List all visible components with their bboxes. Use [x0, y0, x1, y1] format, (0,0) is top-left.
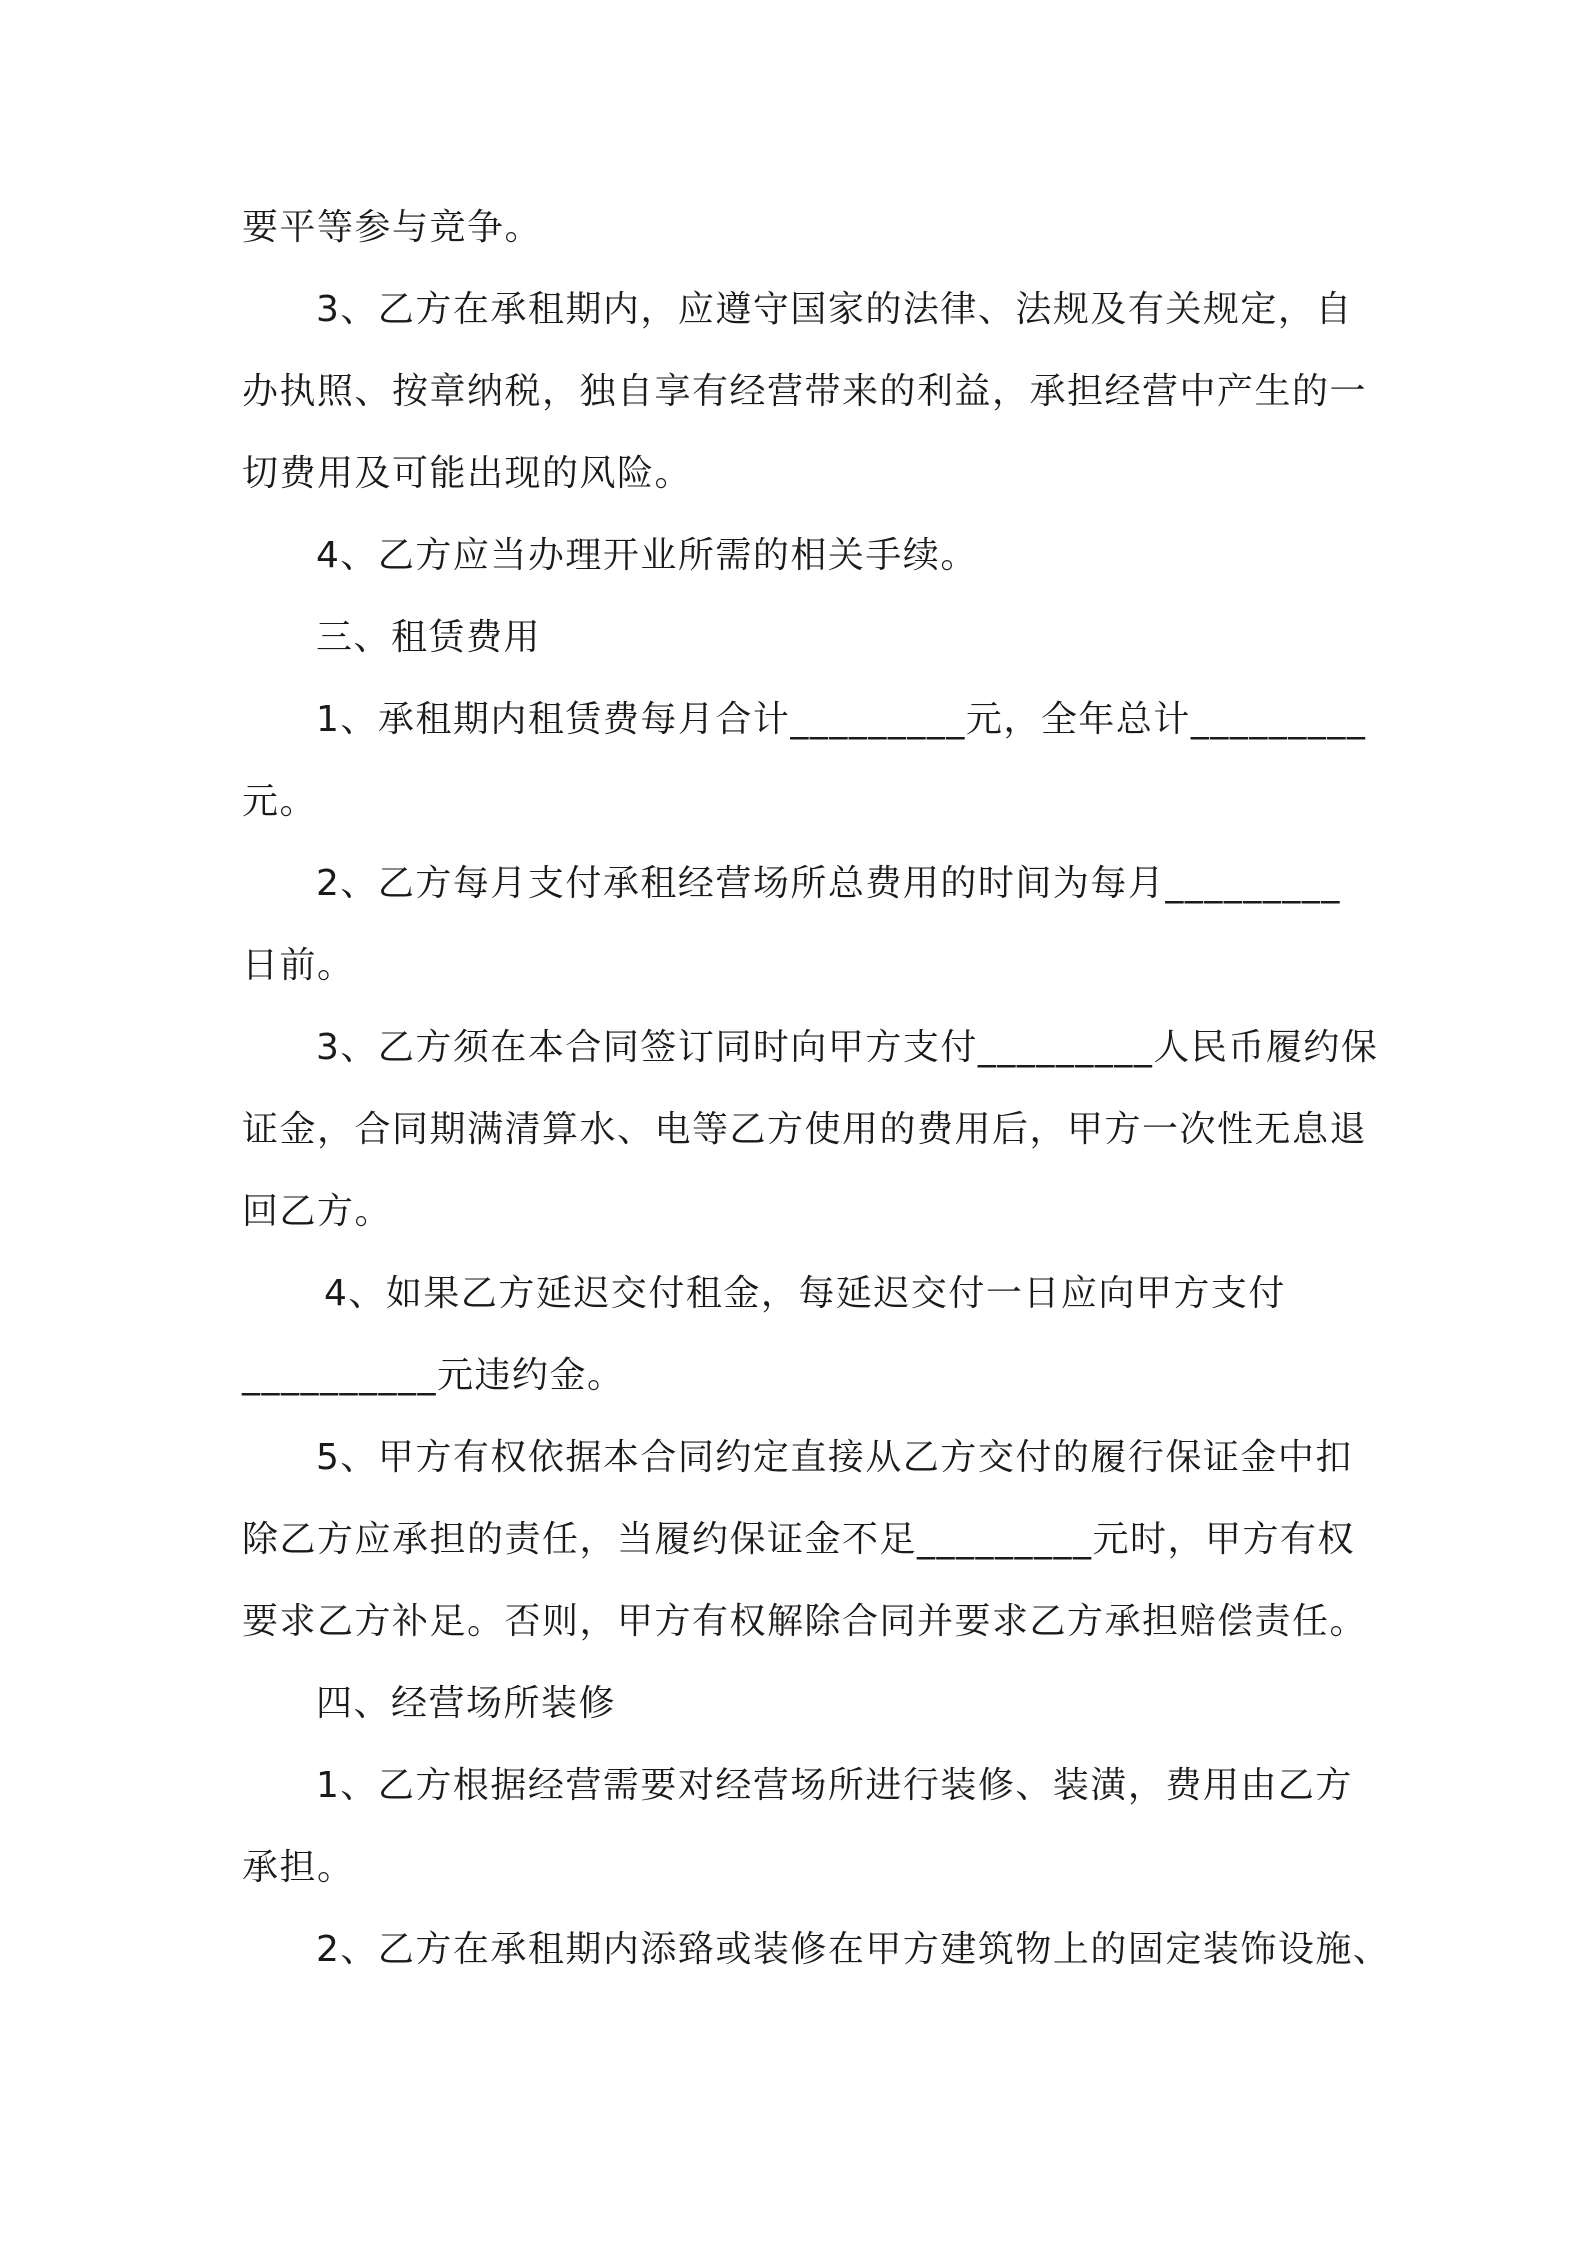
text-line: 4、乙方应当办理开业所需的相关手续。: [316, 535, 978, 576]
text-line: __________元违约金。: [242, 1355, 625, 1396]
text-line: 办执照、按章纳税，独自享有经营带来的利益，承担经营中产生的一: [242, 371, 1368, 412]
text-line: 回乙方。: [242, 1191, 393, 1232]
text-line: 1、承租期内租赁费每月合计_________元，全年总计_________: [316, 699, 1367, 740]
text-line: 元。: [242, 781, 318, 822]
text-line: 要求乙方补足。否则，甲方有权解除合同并要求乙方承担赔偿责任。: [242, 1601, 1368, 1642]
text-line: 要平等参与竞争。: [242, 207, 543, 248]
text-line: 4、如果乙方延迟交付租金，每延迟交付一日应向甲方支付: [324, 1273, 1286, 1314]
section-heading: 四、经营场所装修: [316, 1683, 617, 1724]
section-heading: 三、租赁费用: [316, 617, 542, 658]
text-line: 切费用及可能出现的风险。: [242, 453, 693, 494]
text-line: 3、乙方在承租期内，应遵守国家的法律、法规及有关规定，自: [316, 289, 1353, 330]
text-line: 承担。: [242, 1847, 355, 1888]
text-line: 日前。: [242, 945, 355, 986]
text-line: 2、乙方在承租期内添臵或装修在甲方建筑物上的固定装饰设施、: [316, 1929, 1391, 1970]
text-line: 2、乙方每月支付承租经营场所总费用的时间为每月_________: [316, 863, 1341, 904]
text-line: 证金，合同期满清算水、电等乙方使用的费用后，甲方一次性无息退: [242, 1109, 1368, 1150]
text-line: 5、甲方有权依据本合同约定直接从乙方交付的履行保证金中扣: [316, 1437, 1353, 1478]
text-line: 除乙方应承担的责任，当履约保证金不足_________元时，甲方有权: [242, 1519, 1356, 1560]
text-line: 1、乙方根据经营需要对经营场所进行装修、装潢，费用由乙方: [316, 1765, 1353, 1806]
text-line: 3、乙方须在本合同签订同时向甲方支付_________人民币履约保: [316, 1027, 1379, 1068]
